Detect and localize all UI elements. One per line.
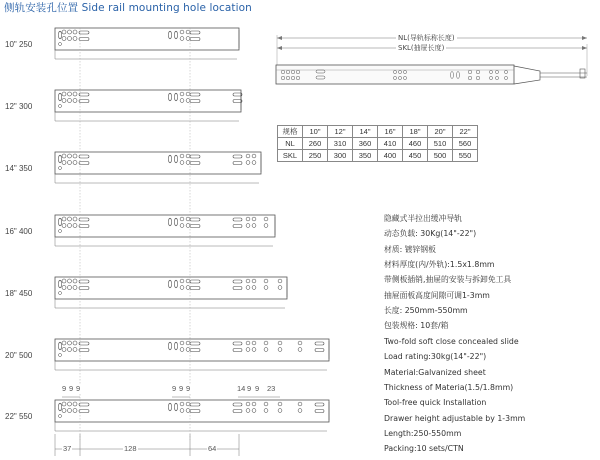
rail-drawing	[55, 152, 261, 183]
rail-drawing	[55, 400, 329, 431]
feature-line-en: Two-fold soft close concealed slide	[384, 337, 519, 346]
hole-dim: 9	[255, 384, 260, 393]
rail-size-label: 16" 400	[5, 227, 33, 236]
feature-line-cn: 动态负载: 30Kg(14"-22")	[384, 229, 477, 239]
feature-line-en: Packing:10 sets/CTN	[384, 444, 464, 454]
bottom-dim-37: 37	[63, 444, 72, 453]
bottom-dim-128: 128	[124, 444, 137, 453]
hole-dim: 23	[267, 384, 276, 393]
spec-table-row-skl	[278, 150, 478, 162]
spec-table-header: 20"	[428, 126, 453, 138]
rail-drawing	[55, 28, 239, 59]
hole-dim: 9	[179, 384, 184, 393]
spec-table-header-row	[278, 126, 478, 138]
page-title: 侧轨安装孔位置 Side rail mounting hole location	[4, 2, 252, 14]
rail-drawing	[55, 90, 242, 121]
spec-table-header: 16"	[378, 126, 403, 138]
spec-table-header: 12"	[328, 126, 353, 138]
feature-line-cn: 长度: 250mm-550mm	[384, 305, 468, 315]
hole-dim: 14	[237, 384, 246, 393]
spec-table-cell: 310	[328, 138, 353, 150]
spec-table-cell: 410	[378, 138, 403, 150]
skl-label: SKL(抽屉长度)	[398, 44, 445, 52]
rail-size-label: 12" 300	[5, 102, 33, 111]
spec-table-header: 14"	[353, 126, 378, 138]
rail-size-label: 20" 500	[5, 351, 33, 360]
spec-table-cell: 560	[453, 138, 478, 150]
feature-line-cn: 带侧板插销,抽屉的安装与拆卸免工具	[384, 275, 512, 285]
hole-dim: 9	[62, 384, 67, 393]
spec-table-cell: 360	[353, 138, 378, 150]
spec-table-header: 18"	[403, 126, 428, 138]
feature-line-en: Thickness of Materia(1.5/1.8mm)	[384, 382, 514, 392]
rail-size-label: 14" 350	[5, 164, 33, 173]
spec-table-cell: 350	[353, 150, 378, 162]
hole-dim: 9	[76, 384, 81, 393]
hole-dim: 9	[172, 384, 177, 393]
feature-line-cn: 包装规格: 10套/箱	[384, 321, 449, 331]
feature-line-en: Drawer height adjustable by 1-3mm	[384, 413, 526, 423]
spec-table-cell: 260	[303, 138, 328, 150]
spec-table-cell: 550	[453, 150, 478, 162]
rail-size-label: 22" 550	[5, 412, 33, 421]
spec-table-cell: 450	[403, 150, 428, 162]
spec-table-cell: 300	[328, 150, 353, 162]
feature-line-en: Tool-free quick Installation	[384, 398, 487, 408]
spec-table-header: 10"	[303, 126, 328, 138]
rail-size-label: 10" 250	[5, 40, 33, 49]
feature-line-cn: 抽屉面板高度间隙可调1-3mm	[384, 290, 490, 300]
spec-table-cell: 510	[428, 138, 453, 150]
spec-table-cell: SKL	[278, 150, 303, 162]
spec-table-header: 规格	[278, 126, 303, 138]
spec-table-cell: 400	[378, 150, 403, 162]
nl-label: NL(导轨标称长度)	[398, 34, 455, 42]
feature-line-cn: 材质: 镀锌钢板	[384, 244, 436, 254]
feature-line-en: Length:250-550mm	[384, 428, 462, 438]
spec-table-cell: 250	[303, 150, 328, 162]
rail-group	[55, 28, 329, 431]
spec-table-cell: 460	[403, 138, 428, 150]
feature-line-cn: 材料厚度(内/外轨):1.5x1.8mm	[384, 259, 495, 269]
spec-table-header: 22"	[453, 126, 478, 138]
hole-dim: 9	[69, 384, 74, 393]
rail-drawing	[55, 339, 329, 370]
rail-drawing	[55, 277, 287, 308]
hole-dim: 9	[247, 384, 252, 393]
rail-size-label: 18" 450	[5, 289, 33, 298]
spec-table	[277, 125, 478, 162]
spec-table-cell: NL	[278, 138, 303, 150]
spec-table-cell: 500	[428, 150, 453, 162]
spec-table-row-nl	[278, 138, 478, 150]
feature-line-en: Load rating:30kg(14"-22")	[384, 352, 487, 362]
feature-line-en: Material:Galvanized sheet	[384, 367, 486, 377]
rail-drawing	[55, 215, 275, 246]
bottom-dim-64: 64	[208, 444, 217, 453]
hole-dim: 9	[186, 384, 191, 393]
feature-line-cn: 隐藏式半拉出缓冲导轨	[384, 214, 462, 223]
